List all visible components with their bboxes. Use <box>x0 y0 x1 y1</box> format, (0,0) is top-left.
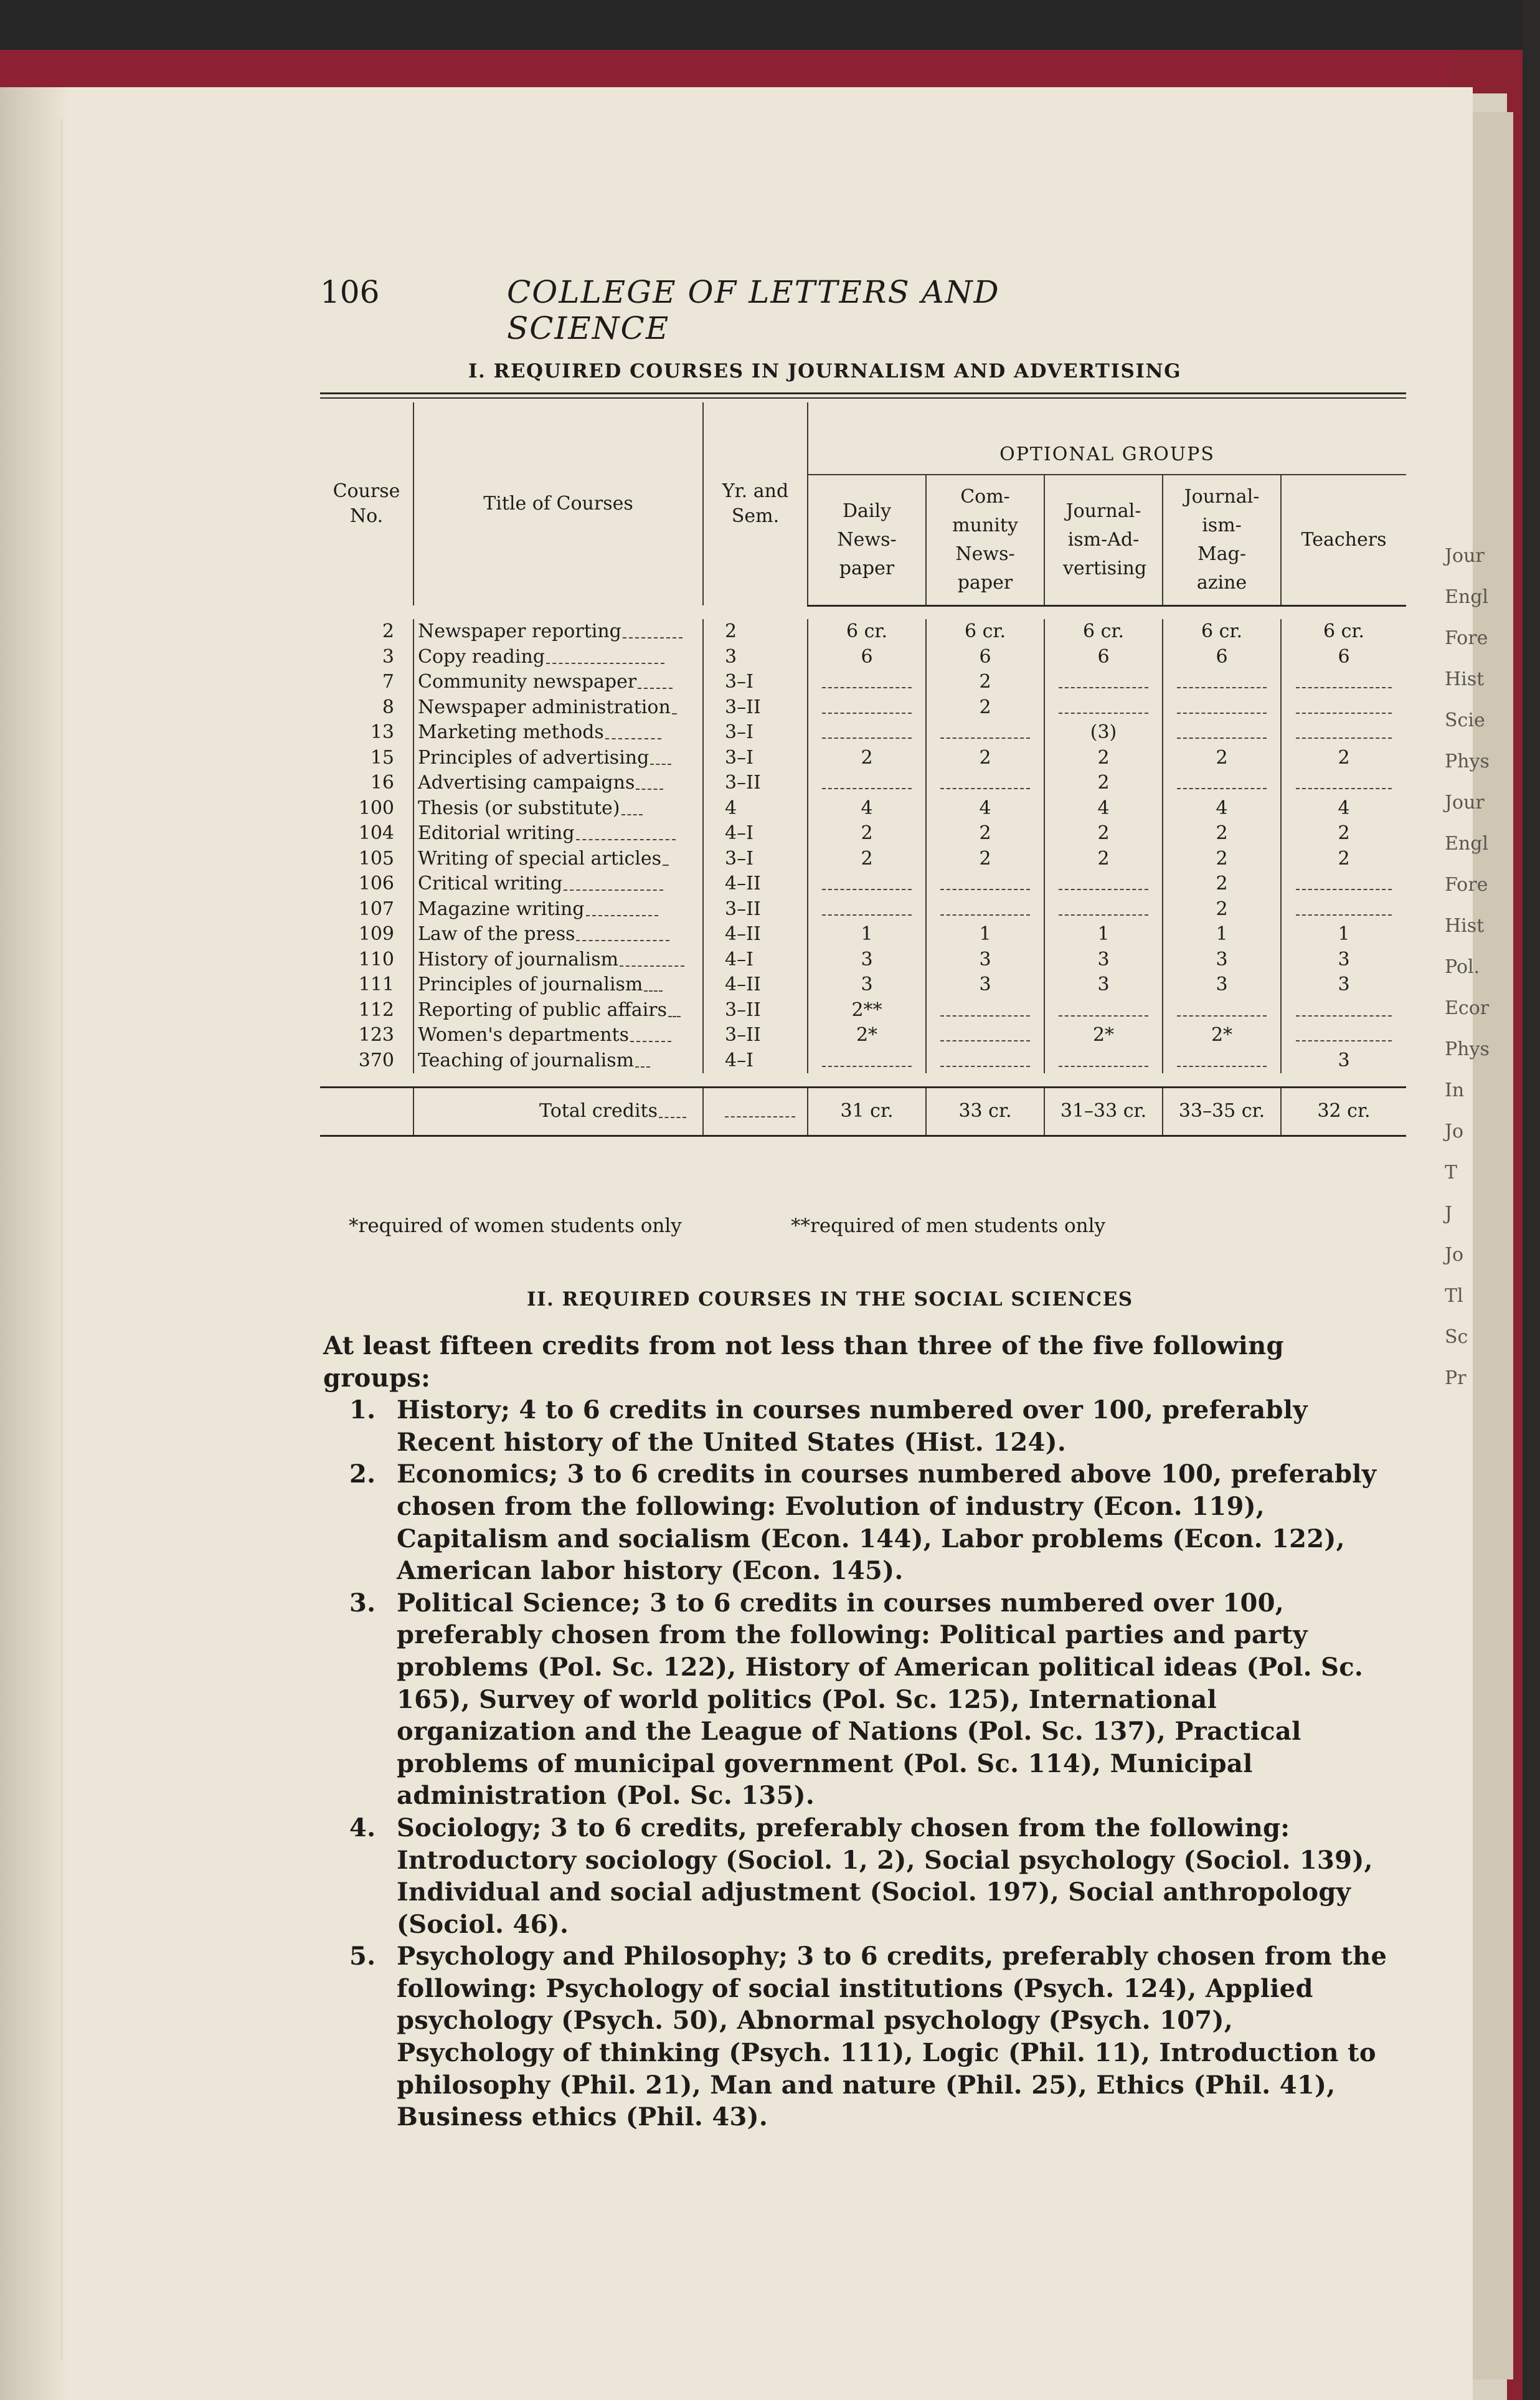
bleed-word: T <box>1445 1162 1458 1183</box>
dash-placeholder <box>1296 703 1392 714</box>
course-credit: 2 <box>926 746 1044 771</box>
table-row <box>320 645 1406 670</box>
dash-placeholder <box>940 879 1030 890</box>
course-credit: 3 <box>808 972 926 998</box>
course-credit <box>808 720 926 746</box>
dash-placeholder <box>940 1030 1030 1041</box>
item-number: 3. <box>349 1588 376 1618</box>
course-credit: 1 <box>808 922 926 947</box>
page-stack-edges <box>25 118 62 2361</box>
course-credit: 6 cr. <box>1281 619 1406 645</box>
header-title: Title of Courses <box>413 402 703 605</box>
course-credit: 1 <box>1163 922 1281 947</box>
course-credit: 1 <box>1044 922 1163 947</box>
bleed-word: J <box>1445 1203 1453 1225</box>
dash-placeholder <box>1296 904 1392 916</box>
dash-placeholder <box>1059 677 1148 688</box>
course-title: Newspaper administration <box>413 695 703 721</box>
dash-placeholder <box>822 677 912 688</box>
total-yr <box>703 1087 808 1136</box>
header-optional-groups: OPTIONAL GROUPS <box>808 402 1406 475</box>
bleed-word: Ecor <box>1445 997 1490 1019</box>
table-row <box>320 947 1406 973</box>
course-credit <box>1044 670 1163 695</box>
bleed-through-text <box>1445 536 1488 2031</box>
course-title: Law of the press <box>413 922 703 947</box>
course-credit <box>926 998 1044 1023</box>
course-credit: 6 <box>1281 645 1406 670</box>
course-no: 370 <box>358 1049 394 1071</box>
header-group-daily: Daily News- paper <box>808 475 926 605</box>
bleed-word: Fore <box>1445 627 1488 649</box>
course-credit: 2 <box>926 847 1044 872</box>
course-credit: 2* <box>1044 1023 1163 1048</box>
dash-placeholder <box>1296 677 1392 688</box>
course-credit <box>1281 695 1406 721</box>
running-head: COLLEGE OF LETTERS AND SCIENCE <box>507 274 1000 346</box>
course-credit: 1 <box>926 922 1044 947</box>
bleed-word: Jo <box>1445 1244 1464 1266</box>
table-row <box>320 821 1406 847</box>
course-credit: 2 <box>926 695 1044 721</box>
table-row <box>320 695 1406 721</box>
course-title: Reporting of public affairs <box>413 998 703 1023</box>
course-credit <box>808 897 926 923</box>
dash-placeholder <box>940 778 1030 789</box>
course-credit: 6 cr. <box>808 619 926 645</box>
course-yr-sem: 4–II <box>703 972 808 998</box>
course-yr-sem: 4–I <box>703 821 808 847</box>
course-credit: 6 <box>1044 645 1163 670</box>
table-row <box>320 771 1406 796</box>
dash-placeholder <box>1296 1030 1392 1041</box>
course-title: Principles of journalism <box>413 972 703 998</box>
course-credit: 3 <box>1163 972 1281 998</box>
course-yr-sem: 2 <box>703 619 808 645</box>
dash-placeholder <box>1177 677 1267 688</box>
course-no: 13 <box>370 721 394 744</box>
course-credit: 4 <box>1044 796 1163 822</box>
course-credit: 3 <box>1163 947 1281 973</box>
course-credit <box>1163 720 1281 746</box>
total-advertising: 31–33 cr. <box>1044 1087 1163 1136</box>
course-credit <box>1281 897 1406 923</box>
course-no: 15 <box>370 746 394 769</box>
course-credit: 6 cr. <box>1163 619 1281 645</box>
total-daily: 31 cr. <box>808 1087 926 1136</box>
table-row <box>320 972 1406 998</box>
course-credit: 2 <box>1044 847 1163 872</box>
course-yr-sem: 4–II <box>703 922 808 947</box>
course-credit: 2 <box>1163 746 1281 771</box>
dash-placeholder <box>822 728 912 739</box>
dash-placeholder <box>940 1005 1030 1017</box>
list-item <box>323 1940 1394 2133</box>
course-credit <box>1281 1023 1406 1048</box>
total-community: 33 cr. <box>926 1087 1044 1136</box>
section-1-title: I. REQUIRED COURSES IN JOURNALISM AND ADVERTISING <box>468 360 1182 382</box>
item-text: Economics; 3 to 6 credits in courses numbered above 100, preferably chosen from the following: Evolution of industry (Econ. 119), Capitalism and socialism (Econ. 144), Labor problems (Econ. 122), American labor history (Econ. 145). <box>397 1459 1377 1586</box>
course-credit: 2 <box>1044 821 1163 847</box>
course-title: Editorial writing <box>413 821 703 847</box>
course-credit: 2 <box>1281 821 1406 847</box>
course-credit: 2 <box>1163 821 1281 847</box>
course-credit: (3) <box>1044 720 1163 746</box>
list-item <box>323 1458 1394 1587</box>
course-credit <box>1281 871 1406 897</box>
course-no: 7 <box>382 671 394 693</box>
section-2-body <box>323 1330 1394 2133</box>
course-yr-sem: 4–II <box>703 871 808 897</box>
dash-placeholder <box>1296 728 1392 739</box>
course-credit: 3 <box>1281 947 1406 973</box>
dash-placeholder <box>822 904 912 916</box>
course-title: Magazine writing <box>413 897 703 923</box>
bleed-word: Scie <box>1445 709 1485 731</box>
item-number: 5. <box>349 1942 376 1971</box>
course-yr-sem: 3–I <box>703 746 808 771</box>
bleed-word: Jour <box>1445 792 1485 813</box>
course-credit: 6 cr. <box>926 619 1044 645</box>
dash-placeholder <box>822 703 912 714</box>
course-credit: 2 <box>1044 746 1163 771</box>
dash-placeholder <box>822 1056 912 1067</box>
header-group-advertising: Journal- ism-Ad- vertising <box>1044 475 1163 605</box>
course-no: 109 <box>358 923 394 946</box>
course-yr-sem: 3–II <box>703 998 808 1023</box>
bleed-word: Engl <box>1445 586 1489 608</box>
course-yr-sem: 3–II <box>703 695 808 721</box>
course-credit <box>808 871 926 897</box>
course-credit <box>1281 720 1406 746</box>
course-credit: 2 <box>1281 746 1406 771</box>
dash-placeholder <box>1059 879 1148 890</box>
course-title: Community newspaper <box>413 670 703 695</box>
course-credit: 2** <box>808 998 926 1023</box>
course-yr-sem: 3–II <box>703 897 808 923</box>
dash-placeholder <box>1177 1005 1267 1017</box>
item-text: Psychology and Philosophy; 3 to 6 credits, preferably chosen from the following: Psychology of social institutions (Psych. 124), Applied psychology (Psych. 50), Abnormal psychology (Psych. 107), Psychology of thinking (Psych. 111), Logic (Phil. 11), Introduction to philosophy (Phil. 21), Man and nature (Phil. 25), Ethics (Phil. 41), Business ethics (Phil. 43). <box>397 1942 1387 2132</box>
course-credit <box>926 871 1044 897</box>
table-row <box>320 720 1406 746</box>
total-magazine: 33–35 cr. <box>1163 1087 1281 1136</box>
course-title: Thesis (or substitute) <box>413 796 703 822</box>
item-text: Sociology; 3 to 6 credits, preferably chosen from the following: Introductory sociology (Sociol. 1, 2), Social psychology (Sociol. 139), Individual and social adjustment (Sociol. 197), Social anthropology (Sociol. 46). <box>397 1813 1373 1939</box>
bleed-word: Jour <box>1445 545 1485 567</box>
course-credit <box>1163 998 1281 1023</box>
course-credit: 2 <box>808 746 926 771</box>
course-credit <box>1044 695 1163 721</box>
course-no: 107 <box>358 898 394 920</box>
course-no: 111 <box>358 974 394 996</box>
course-yr-sem: 3 <box>703 645 808 670</box>
course-credit: 2 <box>1163 871 1281 897</box>
course-credit: 3 <box>926 972 1044 998</box>
course-credit: 3 <box>1281 972 1406 998</box>
course-no: 3 <box>382 645 394 668</box>
bleed-word: Sc <box>1445 1326 1468 1348</box>
course-yr-sem: 4–I <box>703 1048 808 1074</box>
course-yr-sem: 3–II <box>703 1023 808 1048</box>
header-group-teachers: Teachers <box>1281 475 1406 605</box>
course-credit: 2* <box>1163 1023 1281 1048</box>
header-group-community: Com- munity News- paper <box>926 475 1044 605</box>
course-title: Women's departments <box>413 1023 703 1048</box>
course-title: Advertising campaigns <box>413 771 703 796</box>
bleed-word: Tl <box>1445 1285 1463 1307</box>
dash-placeholder <box>1296 1005 1392 1017</box>
course-title: Copy reading <box>413 645 703 670</box>
course-credit <box>926 1048 1044 1074</box>
item-number: 1. <box>349 1395 376 1425</box>
dash-placeholder <box>1059 1056 1148 1067</box>
course-credit: 2 <box>926 670 1044 695</box>
table-row <box>320 670 1406 695</box>
course-credit: 2* <box>808 1023 926 1048</box>
course-no: 2 <box>382 620 394 643</box>
course-title: Writing of special articles <box>413 847 703 872</box>
course-credit: 4 <box>808 796 926 822</box>
course-credit <box>926 1023 1044 1048</box>
bleed-word: In <box>1445 1079 1465 1101</box>
course-credit: 1 <box>1281 922 1406 947</box>
table-row <box>320 998 1406 1023</box>
table-top-rule <box>320 392 1406 394</box>
total-teachers: 32 cr. <box>1281 1087 1406 1136</box>
course-credit: 3 <box>808 947 926 973</box>
section-2-intro: At least fifteen credits from not less than three of the five following groups: <box>323 1331 1284 1393</box>
list-item <box>323 1587 1394 1812</box>
header-yr-sem: Yr. and Sem. <box>703 402 808 605</box>
course-credit <box>1044 897 1163 923</box>
section-2-title: II. REQUIRED COURSES IN THE SOCIAL SCIENCES <box>527 1288 1133 1311</box>
course-credit <box>808 1048 926 1074</box>
course-credit: 4 <box>1163 796 1281 822</box>
page-header <box>320 274 1173 346</box>
course-credit: 3 <box>1044 947 1163 973</box>
course-no: 112 <box>358 998 394 1021</box>
bleed-word: Phys <box>1445 1038 1490 1060</box>
dash-placeholder <box>1059 904 1148 916</box>
course-credit: 6 <box>808 645 926 670</box>
bleed-word: Pol. <box>1445 956 1480 978</box>
course-credit: 4 <box>1281 796 1406 822</box>
course-credit <box>1163 1048 1281 1074</box>
course-credit: 2 <box>808 847 926 872</box>
course-no: 104 <box>358 822 394 845</box>
course-credit: 2 <box>1163 897 1281 923</box>
course-credit <box>808 695 926 721</box>
dash-placeholder <box>1059 1005 1148 1017</box>
course-title: Critical writing <box>413 871 703 897</box>
item-number: 2. <box>349 1459 376 1489</box>
dash-placeholder <box>1177 703 1267 714</box>
course-yr-sem: 4 <box>703 796 808 822</box>
background-right <box>1523 0 1540 2400</box>
total-label: Total credits <box>413 1087 703 1136</box>
header-course-no: Course No. <box>333 480 400 527</box>
bleed-word: Phys <box>1445 751 1490 772</box>
course-no: 123 <box>358 1024 394 1046</box>
course-yr-sem: 4–I <box>703 947 808 973</box>
course-credit <box>926 897 1044 923</box>
course-no: 105 <box>358 847 394 870</box>
table-top-rule-2 <box>320 397 1406 399</box>
table-row <box>320 746 1406 771</box>
course-credit <box>1044 871 1163 897</box>
dash-placeholder <box>940 728 1030 739</box>
bleed-word: Jo <box>1445 1121 1464 1142</box>
course-credit: 2 <box>1163 847 1281 872</box>
dash-placeholder <box>1296 879 1392 890</box>
dash-placeholder <box>1177 728 1267 739</box>
course-credit <box>1281 670 1406 695</box>
course-credit <box>1281 998 1406 1023</box>
course-credit <box>1281 771 1406 796</box>
course-yr-sem: 3–I <box>703 670 808 695</box>
course-credit: 2 <box>1044 771 1163 796</box>
course-no: 16 <box>370 772 394 794</box>
bleed-word: Pr <box>1445 1367 1467 1389</box>
dash-placeholder <box>822 778 912 789</box>
list-item <box>323 1812 1394 1940</box>
table-row <box>320 1023 1406 1048</box>
dash-placeholder <box>940 904 1030 916</box>
dash-placeholder <box>1177 1056 1267 1067</box>
course-credit: 2 <box>926 821 1044 847</box>
course-credit <box>808 771 926 796</box>
course-credit <box>808 670 926 695</box>
course-yr-sem: 3–I <box>703 847 808 872</box>
course-title: Newspaper reporting <box>413 619 703 645</box>
header-group-magazine: Journal- ism-Mag- azine <box>1163 475 1281 605</box>
course-credit: 3 <box>1044 972 1163 998</box>
dash-placeholder <box>1177 778 1267 789</box>
course-no: 8 <box>382 696 394 718</box>
course-credit <box>1163 771 1281 796</box>
course-credit: 2 <box>808 821 926 847</box>
table-row <box>320 922 1406 947</box>
course-credit: 6 cr. <box>1044 619 1163 645</box>
dash-placeholder <box>1296 778 1392 789</box>
total-row <box>320 1087 1406 1136</box>
course-no: 100 <box>358 797 394 819</box>
course-credit <box>1044 998 1163 1023</box>
table-row <box>320 619 1406 645</box>
table-row <box>320 796 1406 822</box>
course-credit <box>926 720 1044 746</box>
course-no: 106 <box>358 873 394 895</box>
course-title: Marketing methods <box>413 720 703 746</box>
course-credit <box>1163 670 1281 695</box>
table-row <box>320 1048 1406 1074</box>
course-credit <box>1044 1048 1163 1074</box>
page-number: 106 <box>320 274 380 310</box>
table-row <box>320 847 1406 872</box>
course-credit <box>926 771 1044 796</box>
course-credit <box>1163 695 1281 721</box>
footnote-women: *required of women students only <box>349 1215 682 1237</box>
footnote-men: **required of men students only <box>791 1215 1106 1237</box>
course-no: 110 <box>358 948 394 970</box>
bleed-word: Hist <box>1445 668 1485 690</box>
course-yr-sem: 3–I <box>703 720 808 746</box>
course-credit: 6 <box>926 645 1044 670</box>
dash-placeholder <box>1059 703 1148 714</box>
courses-table <box>320 402 1406 1137</box>
table-row <box>320 871 1406 897</box>
course-title: Teaching of journalism <box>413 1048 703 1074</box>
bleed-word: Hist <box>1445 915 1485 937</box>
dash-placeholder <box>940 1056 1030 1067</box>
bleed-word: Engl <box>1445 833 1489 855</box>
bleed-word: Fore <box>1445 874 1488 896</box>
course-credit: 4 <box>926 796 1044 822</box>
course-credit: 2 <box>1281 847 1406 872</box>
course-yr-sem: 3–II <box>703 771 808 796</box>
item-text: Political Science; 3 to 6 credits in courses numbered over 100, preferably chosen from the following: Political parties and party problems (Pol. Sc. 122), History of American political ideas (Pol. Sc. 165), Survey of world politics (Pol. Sc. 125), International organization and the League of Nations (Pol. Sc. 137), Practical problems of municipal government (Pol. Sc. 114), Municipal administration (Pol. Sc. 135). <box>397 1588 1364 1811</box>
background-top <box>0 0 1540 56</box>
item-text: History; 4 to 6 credits in courses numbered over 100, preferably Recent history of the United States (Hist. 124). <box>397 1395 1308 1457</box>
item-number: 4. <box>349 1813 376 1843</box>
course-credit: 3 <box>1281 1048 1406 1074</box>
course-title: Principles of advertising <box>413 746 703 771</box>
list-item <box>323 1394 1394 1458</box>
table-row <box>320 897 1406 923</box>
dash-placeholder <box>822 879 912 890</box>
course-credit: 3 <box>926 947 1044 973</box>
course-credit: 6 <box>1163 645 1281 670</box>
course-title: History of journalism <box>413 947 703 973</box>
